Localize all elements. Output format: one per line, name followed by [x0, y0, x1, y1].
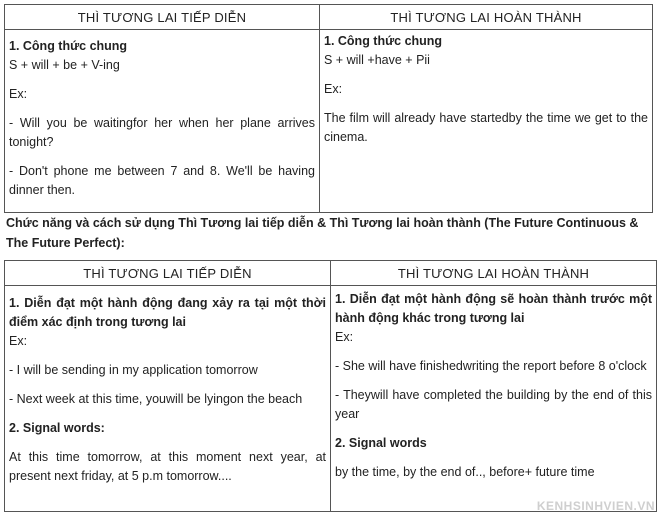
usage-heading: 1. Diễn đạt một hành động sẽ hoàn thành trước một hành động khác trong tương lai [335, 292, 652, 325]
example-label: Ex: [9, 334, 28, 348]
usage-heading: 1. Diễn đạt một hành động đang xảy ra tại một thời điểm xác định trong tương lai [9, 296, 326, 329]
future-tenses-usage-table [4, 260, 657, 512]
example-sentence: - She will have finishedwriting the report before 8 o'clock [335, 359, 647, 373]
example-label: Ex: [9, 87, 28, 101]
table1-header-future-continuous: THÌ TƯƠNG LAI TIẾP DIỄN [5, 5, 320, 30]
table2-cell-future-continuous [5, 286, 331, 512]
table1-cell-future-continuous [5, 30, 320, 213]
example-label: Ex: [335, 330, 354, 344]
table2-header-future-perfect: THÌ TƯƠNG LAI HOÀN THÀNH [331, 261, 657, 286]
watermark-logo: KENHSINHVIEN.VN [536, 499, 655, 513]
table1-cell-future-perfect [320, 30, 653, 213]
example-sentence: The film will already have startedby the time we get to the cinema. [324, 111, 648, 144]
table1-header-future-perfect: THÌ TƯƠNG LAI HOÀN THÀNH [320, 5, 653, 30]
formula-text: S + will + be + V-ing [9, 58, 120, 72]
example-sentence: - Don't phone me between 7 and 8. We'll be having dinner then. [9, 164, 315, 197]
signal-words-heading: 2. Signal words: [9, 421, 105, 435]
formula-heading: 1. Công thức chung [9, 39, 128, 53]
formula-heading: 1. Công thức chung [324, 34, 443, 48]
signal-words-text: At this time tomorrow, at this moment next year, at present next friday, at 5 p.m tomorrow.... [9, 450, 326, 483]
example-sentence: - Theywill have completed the building by the end of this year [335, 388, 652, 421]
signal-words-heading: 2. Signal words [335, 436, 427, 450]
example-label: Ex: [324, 82, 343, 96]
example-sentence: - Next week at this time, youwill be lyingon the beach [9, 392, 303, 406]
usage-section-heading: Chức năng và cách sử dụng Thì Tương lai tiếp diễn & Thì Tương lai hoàn thành (The Future Continuous & The Future Perfect): [6, 216, 639, 250]
signal-words-text: by the time, by the end of.., before+ future time [335, 465, 595, 479]
example-sentence: - I will be sending in my application tomorrow [9, 363, 258, 377]
table2-header-future-continuous: THÌ TƯƠNG LAI TIẾP DIỄN [5, 261, 331, 286]
example-sentence: - Will you be waitingfor her when her plane arrives tonight? [9, 116, 315, 149]
formula-text: S + will +have + Pii [324, 53, 430, 67]
future-tenses-formula-table [4, 4, 653, 213]
table2-cell-future-perfect [331, 286, 657, 512]
